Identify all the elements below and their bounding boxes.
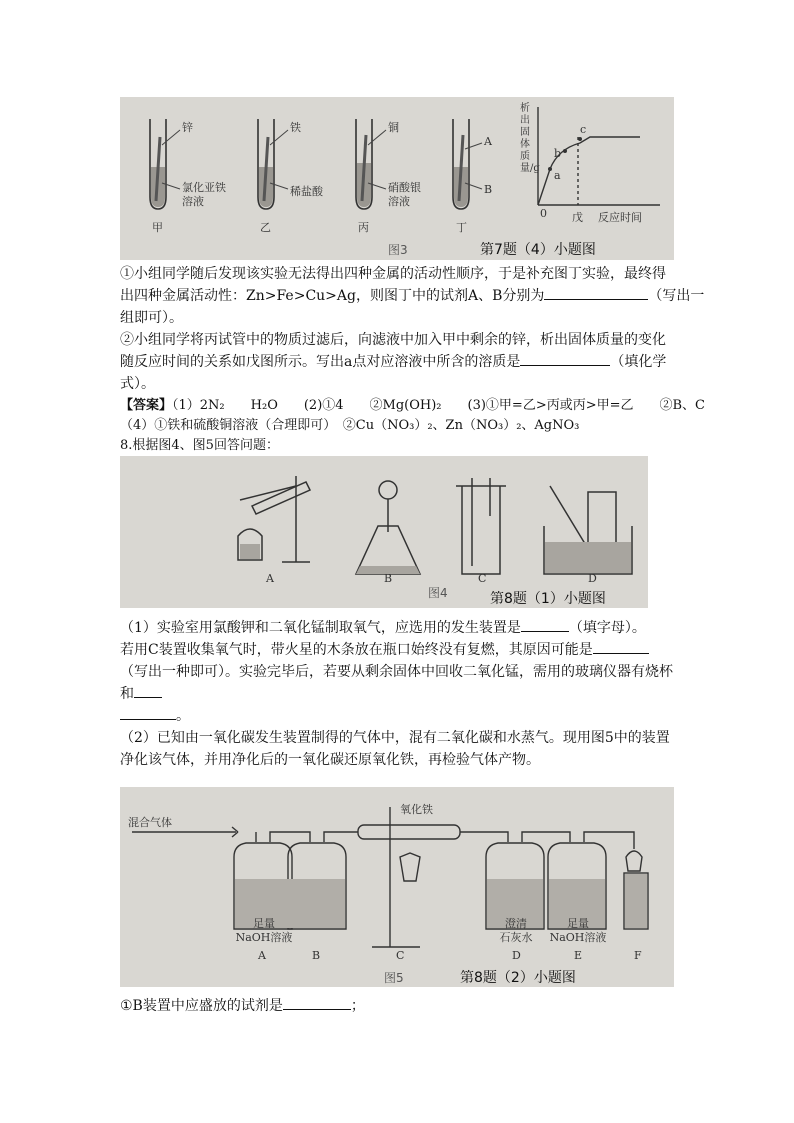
fig5-top-label: 氧化铁 bbox=[400, 803, 433, 816]
q7-part2-line2 bbox=[120, 351, 680, 373]
q7-part1-line2-end: （写出一 bbox=[648, 288, 705, 304]
graph-ylabel: 析出固体质量/g bbox=[520, 103, 540, 174]
tube-bing-bottom: 硝酸银 溶液 bbox=[388, 181, 421, 208]
q7-answer-blank-solute[interactable] bbox=[520, 351, 610, 366]
q8-answer-blank-glass-1[interactable] bbox=[134, 683, 162, 698]
q8-s1-line2-text: 若用C装置收集氧气时，带火星的木条放在瓶口始终没有复燃，其原因可能是 bbox=[120, 642, 593, 658]
answer-line2: （4）①铁和硫酸铜溶液（合理即可） ②Cu（NO₃）₂、Zn（NO₃）₂、AgNO₃ bbox=[120, 418, 580, 433]
q8-s1-line1-end: （填字母）。 bbox=[568, 620, 646, 636]
q7-part1-line3: 组即可）。 bbox=[120, 310, 183, 326]
q8-s1-line3: （写出一种即可）。实验完毕后，若要从剩余固体中回收二氧化锰，需用的玻璃仪器有烧杯 bbox=[120, 664, 673, 680]
q8-s1-line5-end: 。 bbox=[176, 708, 190, 724]
q7-part1-line2 bbox=[120, 285, 705, 307]
fig5-e-reagent: 足量 NaOH溶液 bbox=[549, 917, 607, 944]
q8-last-text: ①B装置中应盛放的试剂是 bbox=[120, 998, 283, 1014]
fig5-item-d: D bbox=[512, 949, 521, 962]
answer-tag: 【答案】 bbox=[120, 398, 173, 413]
figure-3-label: 图3 bbox=[388, 243, 408, 257]
q7-part2-line3: 式）。 bbox=[120, 376, 155, 392]
q7-part2-line2-end: （填化学 bbox=[610, 354, 667, 370]
tube-jia-bottom: 氯化亚铁 溶液 bbox=[182, 181, 226, 208]
graph-xlabel: 反应时间 bbox=[598, 211, 642, 224]
tube-yi-name: 乙 bbox=[260, 221, 271, 234]
figure-4-photo bbox=[120, 456, 648, 608]
fig5-a-reagent: 足量 NaOH溶液 bbox=[235, 917, 293, 944]
tube-ding-top: A bbox=[484, 135, 492, 148]
fig5-d-reagent: 澄清 石灰水 bbox=[499, 917, 533, 944]
q8-answer-blank-reason[interactable] bbox=[593, 639, 649, 654]
q7-part1-line1: ①小组同学随后发现该实验无法得出四种金属的活动性顺序，于是补充图丁实验，最终得 bbox=[120, 266, 666, 282]
q8-answer-blank-glass-2[interactable] bbox=[120, 705, 176, 720]
graph-origin: 0 bbox=[540, 207, 547, 220]
figure-5-caption: 第8题（2）小题图 bbox=[460, 970, 576, 986]
figure-4-label: 图4 bbox=[428, 586, 448, 600]
fig5-inlet-label: 混合气体 bbox=[128, 816, 172, 829]
q8-last-end: ； bbox=[350, 998, 365, 1014]
q8-s2-line2: 净化该气体，并用净化后的一氧化碳还原氧化铁，再检验气体产物。 bbox=[120, 752, 540, 768]
figure-5-photo bbox=[120, 787, 674, 987]
fig4-item-a: A bbox=[266, 572, 274, 585]
q8-answer-blank-b-reagent[interactable] bbox=[283, 995, 351, 1010]
graph-point-a: a bbox=[554, 169, 561, 182]
fig5-item-c: C bbox=[396, 949, 405, 962]
q8-last-line bbox=[120, 995, 680, 1017]
fig5-item-f: F bbox=[634, 949, 642, 962]
tube-bing-top: 铜 bbox=[388, 121, 399, 134]
q8-s1-line4 bbox=[120, 683, 680, 705]
q8-s1-line4-text: 和 bbox=[120, 686, 134, 702]
q8-s2-line1: （2）已知由一氧化碳发生装置制得的气体中，混有二氧化碳和水蒸气。现用图5中的装置 bbox=[120, 730, 670, 746]
q8-heading: 8.根据图4、图5回答问题： bbox=[120, 438, 279, 453]
q8-answer-blank-device[interactable] bbox=[521, 617, 569, 632]
figure-3-photo bbox=[120, 97, 674, 260]
fig5-item-b: B bbox=[312, 949, 321, 962]
tube-jia-name: 甲 bbox=[152, 221, 163, 234]
graph-point-b: b bbox=[554, 147, 562, 160]
q7-part1-line2-text: 出四种金属活动性：Zn>Fe>Cu>Ag，则图丁中的试剂A、B分别为 bbox=[120, 288, 545, 304]
graph-point-c: c bbox=[580, 123, 587, 136]
fig4-item-d: D bbox=[588, 572, 597, 585]
answer-line1-text: （1）2N₂ H₂O (2)①4 ②Mg(OH)₂ (3)①甲=乙>丙或丙>甲=乙 ②B、C bbox=[172, 398, 706, 413]
fig4-item-b: B bbox=[384, 572, 393, 585]
fig5-item-a: A bbox=[258, 949, 266, 962]
figure-5-label: 图5 bbox=[384, 971, 404, 985]
q8-s1-line2 bbox=[120, 639, 680, 661]
graph-name: 戊 bbox=[572, 211, 583, 224]
tube-yi-bottom: 稀盐酸 bbox=[290, 185, 323, 198]
q8-s1-line1 bbox=[120, 617, 680, 639]
tube-jia-top: 锌 bbox=[182, 121, 193, 134]
q8-s1-line1-text: （1）实验室用氯酸钾和二氧化锰制取氧气，应选用的发生装置是 bbox=[120, 620, 521, 636]
fig4-item-c: C bbox=[478, 572, 487, 585]
figure-4-drawing bbox=[120, 456, 648, 608]
q8-s1-line5 bbox=[120, 705, 680, 727]
figure-3-caption: 第7题（4）小题图 bbox=[480, 242, 596, 258]
q7-part2-line1: ②小组同学将丙试管中的物质过滤后，向滤液中加入甲中剩余的锌，析出固体质量的变化 bbox=[120, 332, 666, 348]
tube-bing-name: 丙 bbox=[358, 221, 369, 234]
tube-ding-name: 丁 bbox=[456, 221, 467, 234]
q7-part2-line2-text: 随反应时间的关系如戊图所示。写出a点对应溶液中所含的溶质是 bbox=[120, 354, 521, 370]
tube-ding-bottom: B bbox=[484, 183, 493, 196]
fig5-item-e: E bbox=[574, 949, 583, 962]
figure-4-caption: 第8题（1）小题图 bbox=[490, 591, 606, 607]
tube-yi-top: 铁 bbox=[290, 121, 301, 134]
q7-answer-blank-ab[interactable] bbox=[544, 285, 648, 300]
answer-line1 bbox=[120, 395, 706, 417]
